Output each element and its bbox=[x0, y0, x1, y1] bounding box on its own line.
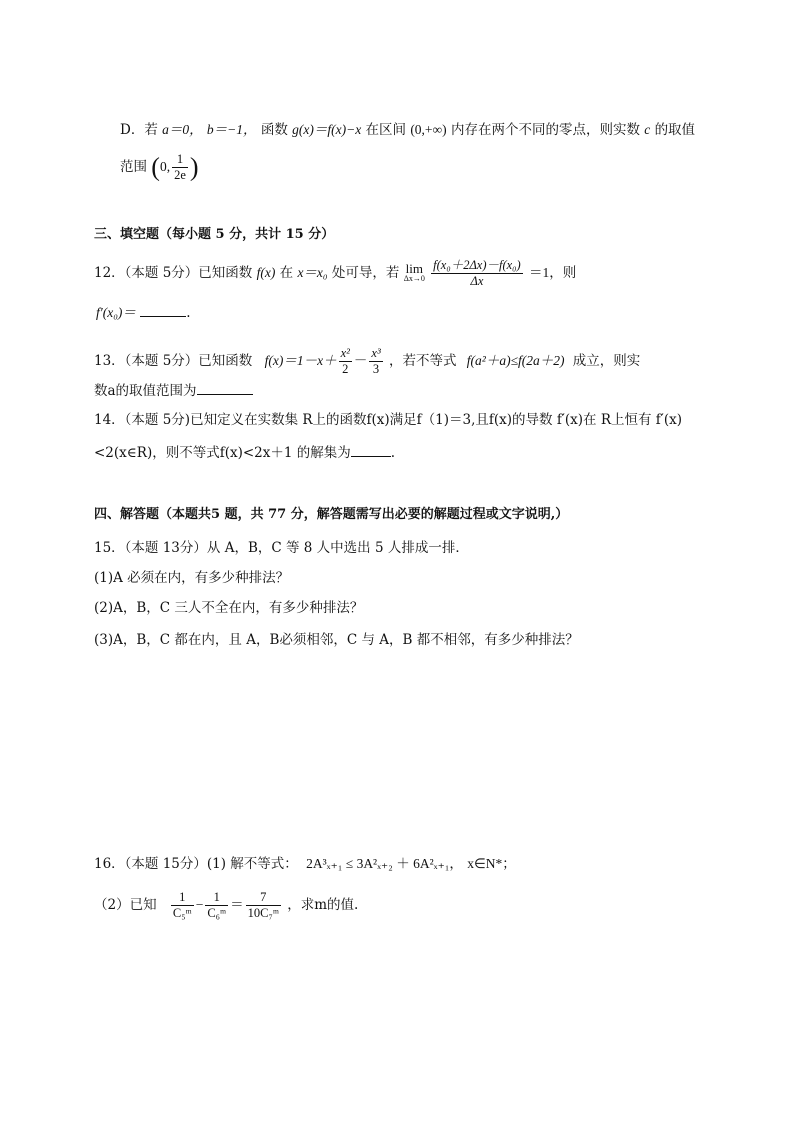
q16-minus: − bbox=[195, 897, 204, 912]
range-fraction: $\frac{1}{2e}$ bbox=[174, 152, 186, 182]
q13-fx: f(x)＝1－x＋ bbox=[264, 353, 337, 368]
option-d-text1: 函数 bbox=[260, 122, 288, 138]
q13-answer-blank[interactable] bbox=[197, 380, 253, 395]
q15-part3: (3)A，B，C 都在内，且 A，B必须相邻，C 与 A，B 都不相邻，有多少种排法？ bbox=[94, 632, 579, 648]
q15-stem: 15．（本题 13分）从 A，B，C 等 8 人中选出 5 人排成一排． bbox=[94, 540, 469, 556]
q13-frac2: $\frac{\text{x³}}{3}$ bbox=[371, 346, 381, 376]
q12-text3: ＝1，则 bbox=[529, 265, 577, 280]
range-open-paren: ( bbox=[151, 152, 160, 182]
q16-part2-prefix: （2）已知 bbox=[94, 897, 157, 913]
q16-cond: x∈N* bbox=[467, 856, 503, 871]
q15-part1: (1)A 必须在内，有多少种排法？ bbox=[94, 570, 290, 586]
q16-frac3: $\frac{7}{\text{10C₇ᵐ}}$ bbox=[247, 890, 279, 920]
q16-part2-suffix: ，求m的值. bbox=[287, 897, 359, 913]
q14-line1: 14．（本题 5分)已知定义在实数集 R上的函数f(x)满足f（1)＝3,且f(x)的导数 f′(x)在 R上恒有 f′(x) bbox=[94, 412, 683, 428]
q13-minus: － bbox=[353, 353, 368, 368]
q12-prefix: 12．（本题 5分）已知函数 bbox=[94, 265, 253, 281]
q13-frac1: $\frac{\text{x²}}{2}$ bbox=[340, 346, 350, 376]
q15-part2: (2)A，B，C 三人不全在内，有多少种排法？ bbox=[94, 600, 364, 616]
q14-answer-blank[interactable] bbox=[351, 442, 391, 457]
q13-text1: ，若不等式 bbox=[388, 353, 457, 369]
q16-prefix: 16．（本题 15分）(1) 解不等式： bbox=[94, 856, 298, 872]
q12-limit: lim Δx→0 bbox=[403, 260, 425, 283]
q16-eq: ＝ bbox=[230, 897, 244, 912]
q16-line1 bbox=[94, 854, 516, 874]
q12-text2: 处可导，若 bbox=[331, 265, 400, 281]
option-d-cond1: a＝0， bbox=[162, 122, 203, 137]
q13-line2 bbox=[94, 380, 253, 401]
q14-text: <2(x∈R)，则不等式f(x)<2x＋1 的解集为 bbox=[94, 445, 351, 461]
range-close-paren: ) bbox=[189, 152, 199, 182]
q16-line2 bbox=[94, 890, 358, 921]
q16-frac2: $\frac{1}{\text{C₆ᵐ}}$ bbox=[207, 890, 227, 920]
option-d-line2 bbox=[120, 152, 199, 183]
section-4-heading: 四、解答题（本题共5 题，共 77 分，解答题需写出必要的解题过程或文字说明,） bbox=[94, 507, 569, 522]
option-d-cond2: b＝−1， bbox=[206, 122, 257, 137]
q12-fx: f(x) bbox=[256, 265, 276, 280]
q12-answer-blank[interactable] bbox=[140, 302, 186, 317]
option-d-range-label: 范围 bbox=[120, 159, 147, 175]
q12-text1: 在 bbox=[279, 265, 294, 281]
option-d-text4: 的取值 bbox=[654, 122, 696, 138]
q16-frac1: $\frac{1}{\text{C₅ᵐ}}$ bbox=[172, 890, 192, 920]
q16-semi: ； bbox=[502, 856, 516, 872]
q13-prefix: 13．（本题 5分）已知函数 bbox=[94, 353, 253, 369]
q13-ineq: f(a²＋a)≤f(2a＋2) bbox=[466, 353, 565, 368]
q12-derivative: f′(x₀)＝ bbox=[96, 305, 136, 320]
section-3-heading: 三、填空题（每小题 5 分，共计 15 分） bbox=[94, 227, 335, 242]
option-d-var: c bbox=[644, 122, 651, 137]
q14-line2 bbox=[94, 442, 395, 463]
option-d-text3: 内存在两个不同的零点，则实数 bbox=[450, 122, 640, 138]
range-left: 0, bbox=[159, 159, 171, 174]
option-d-gx: g(x)＝f(x)−x bbox=[292, 122, 362, 137]
q16-ineq: 2A³ₓ₊₁ ≤ 3A²ₓ₊₂ ＋ 6A²ₓ₊₁， bbox=[306, 856, 463, 871]
option-d-label: D．若 bbox=[120, 122, 158, 138]
option-d-line1 bbox=[120, 120, 695, 140]
q12-line2 bbox=[96, 302, 190, 323]
option-d-interval: (0,+∞) bbox=[410, 122, 447, 137]
q13-line1 bbox=[94, 346, 640, 377]
q13-text2: 成立，则实 bbox=[572, 353, 641, 369]
q12-fraction: $\frac{\text{f(x₀＋2Δx)－f(x₀)}}{\Delta x}$ bbox=[433, 258, 521, 288]
q12-line1 bbox=[94, 258, 576, 289]
q12-at: x＝x₀ bbox=[297, 265, 328, 280]
q13-range-text: 数a的取值范围为 bbox=[94, 383, 197, 399]
q14-end: . bbox=[390, 445, 396, 461]
option-d-text2: 在区间 bbox=[365, 122, 407, 138]
q12-end: . bbox=[186, 305, 191, 321]
